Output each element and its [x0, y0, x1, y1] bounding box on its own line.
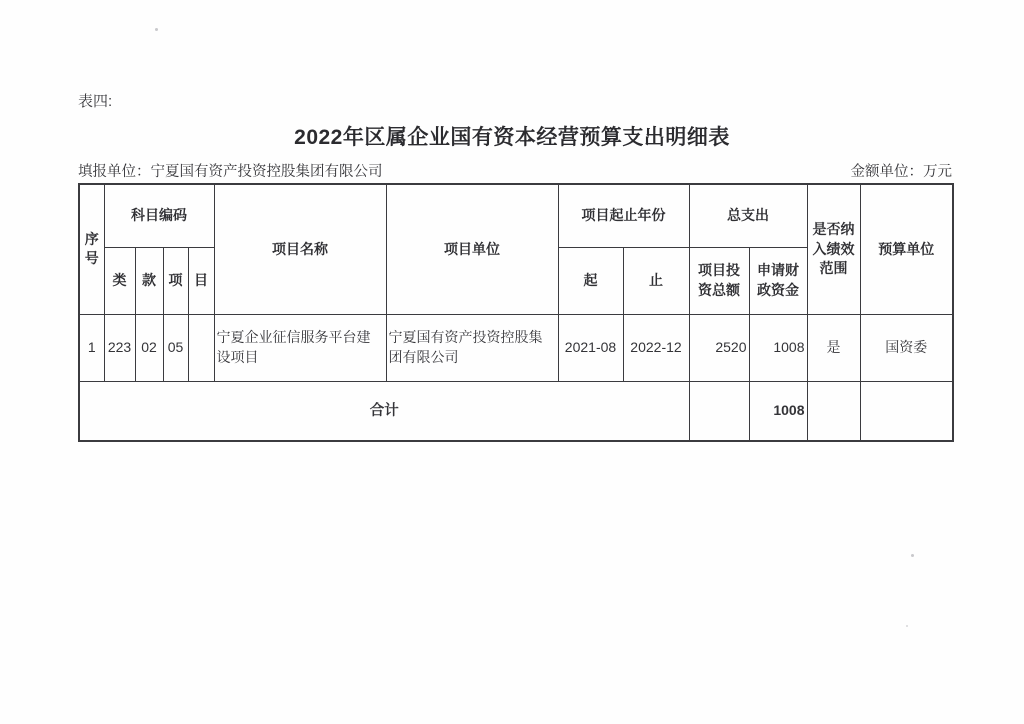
scan-speck — [906, 625, 908, 627]
meta-row — [78, 160, 952, 181]
total-investment — [689, 381, 749, 441]
cell-end: 2022-12 — [623, 314, 689, 381]
header-requested-funds: 申请财政资金 — [749, 247, 807, 314]
total-performance-scope — [807, 381, 860, 441]
cell-seq: 1 — [79, 314, 104, 381]
header-project-name: 项目名称 — [214, 184, 386, 314]
cell-code-class: 223 — [104, 314, 135, 381]
total-label: 合计 — [79, 381, 689, 441]
cell-code-sub — [188, 314, 214, 381]
scan-speck — [155, 28, 158, 31]
header-subject-code: 科目编码 — [104, 184, 214, 247]
cell-total-investment: 2520 — [689, 314, 749, 381]
header-total-expenditure: 总支出 — [689, 184, 807, 247]
total-requested-funds: 1008 — [749, 381, 807, 441]
table-number-label: 表四: — [78, 93, 113, 110]
cell-code-section: 02 — [135, 314, 163, 381]
header-code-class: 类 — [104, 247, 135, 314]
reporting-unit — [78, 160, 383, 181]
cell-project-unit: 宁夏国有资产投资控股集团有限公司 — [386, 314, 558, 381]
cell-requested-funds: 1008 — [749, 314, 807, 381]
header-performance-scope: 是否纳入绩效范围 — [807, 184, 860, 314]
amount-unit — [851, 160, 953, 181]
table-row — [79, 314, 953, 381]
cell-budget-unit: 国资委 — [860, 314, 953, 381]
header-project-unit: 项目单位 — [386, 184, 558, 314]
cell-start: 2021-08 — [558, 314, 623, 381]
header-code-section: 款 — [135, 247, 163, 314]
total-budget-unit — [860, 381, 953, 441]
header-end: 止 — [623, 247, 689, 314]
header-start: 起 — [558, 247, 623, 314]
header-code-item: 项 — [163, 247, 188, 314]
header-total-investment: 项目投资总额 — [689, 247, 749, 314]
header-budget-unit: 预算单位 — [860, 184, 953, 314]
document-title: 2022年区属企业国有资本经营预算支出明细表 — [294, 126, 730, 149]
amount-unit-label: 金额单位： — [850, 164, 923, 180]
budget-expenditure-table — [78, 183, 954, 442]
header-code-sub: 目 — [188, 247, 214, 314]
cell-project-name: 宁夏企业征信服务平台建设项目 — [214, 314, 386, 381]
scan-speck — [911, 554, 914, 557]
total-row — [79, 381, 953, 441]
amount-unit-value: 万元 — [923, 164, 952, 180]
reporting-unit-value: 宁夏国有资产投资控股集团有限公司 — [150, 164, 383, 180]
reporting-unit-label: 填报单位： — [78, 164, 151, 180]
header-seq: 序号 — [79, 184, 104, 314]
header-project-years: 项目起止年份 — [558, 184, 689, 247]
cell-code-item: 05 — [163, 314, 188, 381]
cell-performance-scope: 是 — [807, 314, 860, 381]
